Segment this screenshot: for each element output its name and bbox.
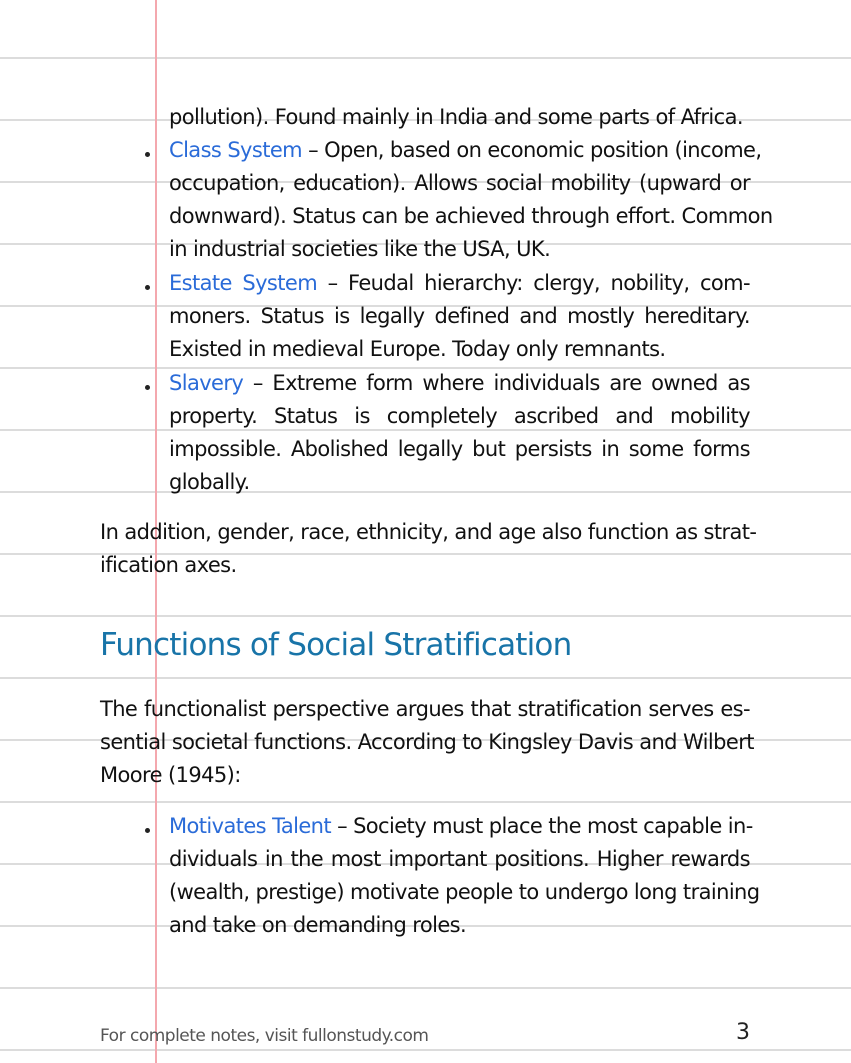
bullet-motivates-talent <box>145 828 150 833</box>
class-text-4: in industrial societies like the USA, UK. <box>169 237 551 261</box>
estate-text-2: moners. Status is legally defined and mostly hereditary. <box>169 304 750 328</box>
bullet-estate <box>145 285 150 290</box>
slavery-text-2: property. Status is completely ascribed and mobility <box>169 404 750 428</box>
section-heading: Functions of Social Stratification <box>100 627 572 663</box>
term-slavery: Slavery <box>169 371 244 395</box>
motivates-text-4: and take on demanding roles. <box>169 913 467 937</box>
term-estate-system: Estate System <box>169 271 318 295</box>
motivates-text-1: – Society must place the most capable in- <box>331 814 753 838</box>
slavery-text-4: globally. <box>169 470 250 494</box>
slavery-text-1: – Extreme form where individuals are owned as <box>243 371 750 395</box>
page-number: 3 <box>736 1020 750 1045</box>
term-motivates-talent: Motivates Talent <box>169 814 332 838</box>
bullet-slavery <box>145 385 150 390</box>
motivates-text-2: dividuals in the most important positions. Higher rewards <box>169 847 750 871</box>
bullet-class <box>145 152 150 157</box>
footer-note: For complete notes, visit fullonstudy.com <box>100 1026 429 1046</box>
term-class-system: Class System <box>169 138 303 162</box>
motivates-text-3: (wealth, prestige) motivate people to undergo long training <box>169 880 760 904</box>
estate-text-3: Existed in medieval Europe. Today only remnants. <box>169 337 666 361</box>
addition-paragraph-line-1: In addition, gender, race, ethnicity, and age also function as strat- <box>100 520 757 544</box>
functionalist-paragraph-line-2: sential societal functions. According to Kingsley Davis and Wilbert <box>100 730 754 754</box>
functionalist-paragraph-line-3: Moore (1945): <box>100 763 241 787</box>
list-item-class-system <box>169 134 762 167</box>
functionalist-paragraph-line-1: The functionalist perspective argues that stratification serves es- <box>100 697 750 721</box>
estate-text-1: – Feudal hierarchy: clergy, nobility, com- <box>317 271 750 295</box>
addition-paragraph-line-2: ification axes. <box>100 553 237 577</box>
slavery-text-3: impossible. Abolished legally but persists in some forms <box>169 437 750 461</box>
class-text-2: occupation, education). Allows social mobility (upward or <box>169 171 750 195</box>
class-text-1: – Open, based on economic position (income, <box>302 138 762 162</box>
list-item-motivates-talent <box>169 810 753 843</box>
caste-item-tail: pollution). Found mainly in India and some parts of Africa. <box>169 105 743 129</box>
class-text-3: downward). Status can be achieved through effort. Common <box>169 204 773 228</box>
list-item-estate-system <box>169 267 750 300</box>
list-item-slavery <box>169 367 750 400</box>
